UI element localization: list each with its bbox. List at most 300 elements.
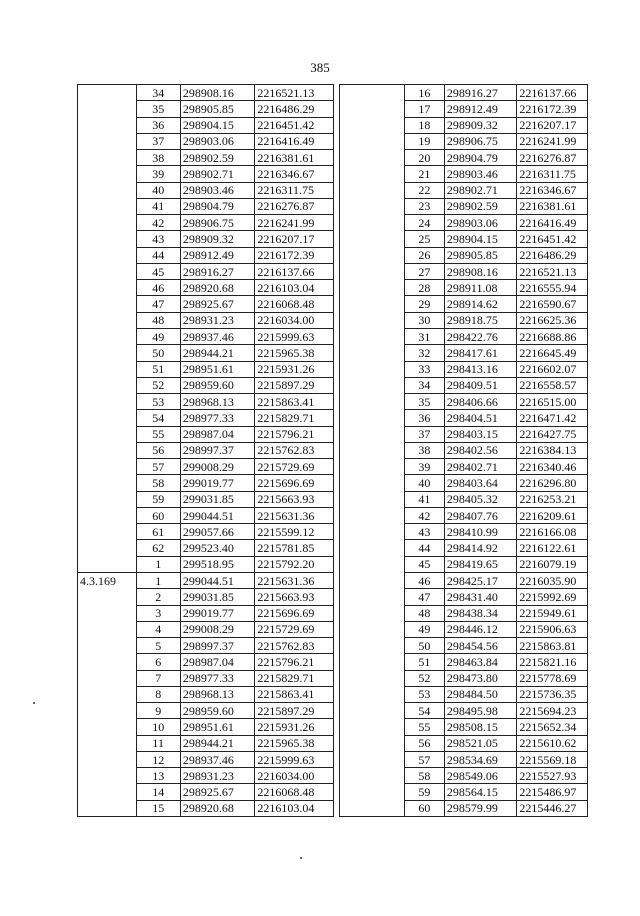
y-coordinate: 2215696.69 [255, 605, 334, 621]
section-cell [78, 507, 137, 523]
point-number: 52 [136, 377, 180, 393]
section-cell [78, 101, 137, 117]
section-cell [78, 263, 137, 279]
point-number: 1 [136, 572, 180, 588]
table-row [78, 605, 334, 621]
table-row [340, 719, 588, 735]
table-row [78, 377, 334, 393]
x-coordinate: 298925.67 [180, 296, 255, 312]
y-coordinate: 2216340.46 [517, 459, 588, 475]
x-coordinate: 298431.40 [444, 589, 516, 605]
y-coordinate: 2215906.63 [517, 621, 588, 637]
y-coordinate: 2215663.93 [255, 589, 334, 605]
point-number: 48 [136, 312, 180, 328]
point-number: 19 [404, 133, 444, 149]
table-row [340, 117, 588, 133]
table-row [340, 768, 588, 784]
table-row [340, 572, 588, 588]
table-row [340, 784, 588, 800]
table-row [340, 263, 588, 279]
y-coordinate: 2216521.13 [255, 85, 334, 101]
section-cell [78, 361, 137, 377]
point-number: 44 [136, 247, 180, 263]
section-cell [78, 328, 137, 344]
point-number: 37 [404, 426, 444, 442]
section-cell [340, 280, 405, 296]
x-coordinate: 298405.32 [444, 491, 516, 507]
section-cell [340, 540, 405, 556]
point-number: 61 [136, 524, 180, 540]
y-coordinate: 2216172.39 [255, 247, 334, 263]
section-cell [340, 312, 405, 328]
x-coordinate: 299008.29 [180, 459, 255, 475]
y-coordinate: 2216035.90 [517, 572, 588, 588]
section-cell [340, 735, 405, 751]
section-cell [78, 589, 137, 605]
point-number: 47 [404, 589, 444, 605]
x-coordinate: 298931.23 [180, 768, 255, 784]
section-cell [340, 166, 405, 182]
point-number: 58 [136, 475, 180, 491]
point-number: 9 [136, 703, 180, 719]
left-coordinate-table [77, 84, 334, 817]
x-coordinate: 298906.75 [444, 133, 516, 149]
section-cell [78, 280, 137, 296]
table-row [78, 296, 334, 312]
point-number: 45 [136, 263, 180, 279]
table-row [78, 621, 334, 637]
section-cell [78, 670, 137, 686]
x-coordinate: 298410.99 [444, 524, 516, 540]
section-cell [340, 638, 405, 654]
y-coordinate: 2216346.67 [255, 166, 334, 182]
y-coordinate: 2215796.21 [255, 426, 334, 442]
table-row [340, 150, 588, 166]
y-coordinate: 2216296.80 [517, 475, 588, 491]
point-number: 14 [136, 784, 180, 800]
y-coordinate: 2215897.29 [255, 377, 334, 393]
table-row [340, 605, 588, 621]
x-coordinate: 298937.46 [180, 328, 255, 344]
point-number: 53 [136, 394, 180, 410]
section-cell [78, 768, 137, 784]
y-coordinate: 2215729.69 [255, 621, 334, 637]
y-coordinate: 2216207.17 [255, 231, 334, 247]
y-coordinate: 2215829.71 [255, 670, 334, 686]
y-coordinate: 2215486.97 [517, 784, 588, 800]
point-number: 49 [404, 621, 444, 637]
section-cell [340, 800, 405, 816]
table-row [78, 410, 334, 426]
y-coordinate: 2215863.41 [255, 686, 334, 702]
table-row [340, 198, 588, 214]
y-coordinate: 2215999.63 [255, 751, 334, 767]
point-number: 43 [404, 524, 444, 540]
y-coordinate: 2215694.23 [517, 703, 588, 719]
x-coordinate: 298912.49 [180, 247, 255, 263]
y-coordinate: 2215569.18 [517, 751, 588, 767]
table-row [78, 572, 334, 588]
x-coordinate: 299019.77 [180, 605, 255, 621]
section-cell [78, 703, 137, 719]
point-number: 16 [404, 85, 444, 101]
point-number: 36 [136, 117, 180, 133]
point-number: 41 [404, 491, 444, 507]
y-coordinate: 2215729.69 [255, 459, 334, 475]
table-row [340, 654, 588, 670]
section-cell [78, 377, 137, 393]
x-coordinate: 298409.51 [444, 377, 516, 393]
table-row [78, 117, 334, 133]
y-coordinate: 2216346.67 [517, 182, 588, 198]
section-cell [78, 719, 137, 735]
section-cell [340, 117, 405, 133]
y-coordinate: 2216311.75 [517, 166, 588, 182]
section-cell [340, 442, 405, 458]
x-coordinate: 298911.08 [444, 280, 516, 296]
x-coordinate: 298534.69 [444, 751, 516, 767]
table-row [78, 800, 334, 816]
point-number: 12 [136, 751, 180, 767]
section-cell [78, 166, 137, 182]
point-number: 32 [404, 345, 444, 361]
section-cell [340, 231, 405, 247]
x-coordinate: 298904.15 [180, 117, 255, 133]
section-cell [340, 263, 405, 279]
table-row [78, 345, 334, 361]
point-number: 59 [404, 784, 444, 800]
table-row [340, 215, 588, 231]
x-coordinate: 298419.65 [444, 556, 516, 572]
section-cell [78, 117, 137, 133]
point-number: 51 [136, 361, 180, 377]
section-cell [78, 150, 137, 166]
y-coordinate: 2216416.49 [517, 215, 588, 231]
y-coordinate: 2216103.04 [255, 800, 334, 816]
section-label: 4.3.169 [78, 572, 137, 588]
point-number: 1 [136, 556, 180, 572]
x-coordinate: 299031.85 [180, 491, 255, 507]
table-row [78, 198, 334, 214]
point-number: 2 [136, 589, 180, 605]
x-coordinate: 298903.46 [444, 166, 516, 182]
x-coordinate: 298473.80 [444, 670, 516, 686]
table-row [340, 556, 588, 572]
section-cell [340, 296, 405, 312]
y-coordinate: 2215762.83 [255, 442, 334, 458]
section-cell [78, 394, 137, 410]
y-coordinate: 2215631.36 [255, 572, 334, 588]
section-cell [78, 345, 137, 361]
point-number: 62 [136, 540, 180, 556]
table-row [78, 182, 334, 198]
x-coordinate: 299008.29 [180, 621, 255, 637]
point-number: 34 [136, 85, 180, 101]
section-cell [78, 442, 137, 458]
point-number: 55 [136, 426, 180, 442]
point-number: 56 [136, 442, 180, 458]
section-cell [340, 459, 405, 475]
y-coordinate: 2215999.63 [255, 328, 334, 344]
point-number: 5 [136, 638, 180, 654]
y-coordinate: 2215781.85 [255, 540, 334, 556]
x-coordinate: 298403.64 [444, 475, 516, 491]
y-coordinate: 2216079.19 [517, 556, 588, 572]
x-coordinate: 298508.15 [444, 719, 516, 735]
point-number: 7 [136, 670, 180, 686]
table-row [78, 703, 334, 719]
y-coordinate: 2216515.00 [517, 394, 588, 410]
point-number: 41 [136, 198, 180, 214]
table-row [78, 686, 334, 702]
y-coordinate: 2216625.36 [517, 312, 588, 328]
section-cell [78, 784, 137, 800]
section-cell [340, 361, 405, 377]
y-coordinate: 2216122.61 [517, 540, 588, 556]
table-row [340, 377, 588, 393]
section-cell [340, 556, 405, 572]
table-row [340, 312, 588, 328]
y-coordinate: 2216172.39 [517, 101, 588, 117]
point-number: 56 [404, 735, 444, 751]
x-coordinate: 298414.92 [444, 540, 516, 556]
section-cell [78, 735, 137, 751]
section-cell [340, 784, 405, 800]
y-coordinate: 2215863.41 [255, 394, 334, 410]
point-number: 4 [136, 621, 180, 637]
x-coordinate: 298422.76 [444, 328, 516, 344]
table-row [340, 621, 588, 637]
table-row [78, 475, 334, 491]
table-row [340, 410, 588, 426]
point-number: 21 [404, 166, 444, 182]
x-coordinate: 298959.60 [180, 377, 255, 393]
point-number: 24 [404, 215, 444, 231]
table-row [78, 394, 334, 410]
point-number: 46 [136, 280, 180, 296]
x-coordinate: 298406.66 [444, 394, 516, 410]
table-row [340, 751, 588, 767]
x-coordinate: 298404.51 [444, 410, 516, 426]
point-number: 38 [404, 442, 444, 458]
table-row [78, 507, 334, 523]
y-coordinate: 2216103.04 [255, 280, 334, 296]
section-cell [340, 85, 405, 101]
x-coordinate: 298454.56 [444, 638, 516, 654]
y-coordinate: 2216645.49 [517, 345, 588, 361]
table-row [340, 800, 588, 816]
section-cell [340, 394, 405, 410]
section-cell [78, 605, 137, 621]
table-row [78, 589, 334, 605]
point-number: 25 [404, 231, 444, 247]
y-coordinate: 2215792.20 [255, 556, 334, 572]
section-cell [78, 426, 137, 442]
point-number: 53 [404, 686, 444, 702]
x-coordinate: 298968.13 [180, 394, 255, 410]
x-coordinate: 298446.12 [444, 621, 516, 637]
table-row [78, 442, 334, 458]
y-coordinate: 2215663.93 [255, 491, 334, 507]
x-coordinate: 298904.15 [444, 231, 516, 247]
table-row [78, 670, 334, 686]
section-cell [340, 101, 405, 117]
table-row [340, 247, 588, 263]
x-coordinate: 298951.61 [180, 719, 255, 735]
point-number: 57 [136, 459, 180, 475]
section-cell [78, 751, 137, 767]
point-number: 8 [136, 686, 180, 702]
x-coordinate: 298944.21 [180, 735, 255, 751]
point-number: 44 [404, 540, 444, 556]
section-cell [340, 475, 405, 491]
table-row [78, 361, 334, 377]
table-row [340, 426, 588, 442]
point-number: 50 [136, 345, 180, 361]
point-number: 39 [404, 459, 444, 475]
y-coordinate: 2216486.29 [517, 247, 588, 263]
x-coordinate: 298914.62 [444, 296, 516, 312]
section-cell [340, 605, 405, 621]
section-cell [78, 524, 137, 540]
table-row [340, 638, 588, 654]
point-number: 60 [136, 507, 180, 523]
y-coordinate: 2216451.42 [255, 117, 334, 133]
section-cell [340, 572, 405, 588]
point-number: 15 [136, 800, 180, 816]
table-row [340, 328, 588, 344]
y-coordinate: 2216207.17 [517, 117, 588, 133]
point-number: 6 [136, 654, 180, 670]
table-row [78, 784, 334, 800]
x-coordinate: 298959.60 [180, 703, 255, 719]
y-coordinate: 2216384.13 [517, 442, 588, 458]
section-cell [340, 133, 405, 149]
table-row [340, 735, 588, 751]
x-coordinate: 298904.79 [180, 198, 255, 214]
section-cell [340, 719, 405, 735]
table-row [78, 280, 334, 296]
table-row [340, 231, 588, 247]
section-cell [340, 589, 405, 605]
stray-mark [33, 702, 35, 704]
point-number: 59 [136, 491, 180, 507]
y-coordinate: 2216602.07 [517, 361, 588, 377]
section-cell [340, 377, 405, 393]
section-cell [78, 312, 137, 328]
x-coordinate: 298402.71 [444, 459, 516, 475]
y-coordinate: 2216276.87 [255, 198, 334, 214]
y-coordinate: 2216471.42 [517, 410, 588, 426]
table-row [340, 589, 588, 605]
point-number: 50 [404, 638, 444, 654]
x-coordinate: 298495.98 [444, 703, 516, 719]
table-row [78, 540, 334, 556]
point-number: 33 [404, 361, 444, 377]
table-row [78, 654, 334, 670]
y-coordinate: 2216137.66 [517, 85, 588, 101]
y-coordinate: 2216381.61 [255, 150, 334, 166]
x-coordinate: 298403.15 [444, 426, 516, 442]
table-row [78, 247, 334, 263]
x-coordinate: 298909.32 [444, 117, 516, 133]
y-coordinate: 2215599.12 [255, 524, 334, 540]
x-coordinate: 298484.50 [444, 686, 516, 702]
y-coordinate: 2216166.08 [517, 524, 588, 540]
section-cell [340, 768, 405, 784]
y-coordinate: 2216427.75 [517, 426, 588, 442]
y-coordinate: 2215762.83 [255, 638, 334, 654]
table-row [340, 280, 588, 296]
x-coordinate: 298906.75 [180, 215, 255, 231]
point-number: 51 [404, 654, 444, 670]
x-coordinate: 298916.27 [180, 263, 255, 279]
left-table-body [78, 85, 334, 817]
table-row [340, 101, 588, 117]
point-number: 54 [404, 703, 444, 719]
x-coordinate: 299518.95 [180, 556, 255, 572]
point-number: 52 [404, 670, 444, 686]
x-coordinate: 299044.51 [180, 572, 255, 588]
y-coordinate: 2215992.69 [517, 589, 588, 605]
section-cell [340, 686, 405, 702]
x-coordinate: 298920.68 [180, 800, 255, 816]
table-row [78, 166, 334, 182]
y-coordinate: 2215631.36 [255, 507, 334, 523]
point-number: 20 [404, 150, 444, 166]
y-coordinate: 2215897.29 [255, 703, 334, 719]
section-cell [78, 410, 137, 426]
y-coordinate: 2216068.48 [255, 296, 334, 312]
table-row [78, 751, 334, 767]
point-number: 31 [404, 328, 444, 344]
point-number: 37 [136, 133, 180, 149]
table-row [78, 231, 334, 247]
x-coordinate: 298920.68 [180, 280, 255, 296]
section-cell [78, 475, 137, 491]
table-row [78, 735, 334, 751]
table-row [78, 719, 334, 735]
point-number: 45 [404, 556, 444, 572]
point-number: 57 [404, 751, 444, 767]
point-number: 23 [404, 198, 444, 214]
section-cell [78, 491, 137, 507]
section-cell [78, 182, 137, 198]
section-cell [78, 198, 137, 214]
table-row [340, 394, 588, 410]
section-cell [340, 345, 405, 361]
x-coordinate: 298413.16 [444, 361, 516, 377]
y-coordinate: 2215446.27 [517, 800, 588, 816]
section-cell [78, 459, 137, 475]
x-coordinate: 298902.71 [444, 182, 516, 198]
table-row [78, 328, 334, 344]
table-row [340, 85, 588, 101]
section-cell [78, 621, 137, 637]
point-number: 35 [136, 101, 180, 117]
point-number: 27 [404, 263, 444, 279]
point-number: 34 [404, 377, 444, 393]
y-coordinate: 2216451.42 [517, 231, 588, 247]
x-coordinate: 298902.59 [444, 198, 516, 214]
x-coordinate: 298904.79 [444, 150, 516, 166]
section-cell [340, 703, 405, 719]
y-coordinate: 2215965.38 [255, 735, 334, 751]
table-row [340, 670, 588, 686]
x-coordinate: 299057.66 [180, 524, 255, 540]
y-coordinate: 2216241.99 [255, 215, 334, 231]
section-cell [340, 621, 405, 637]
